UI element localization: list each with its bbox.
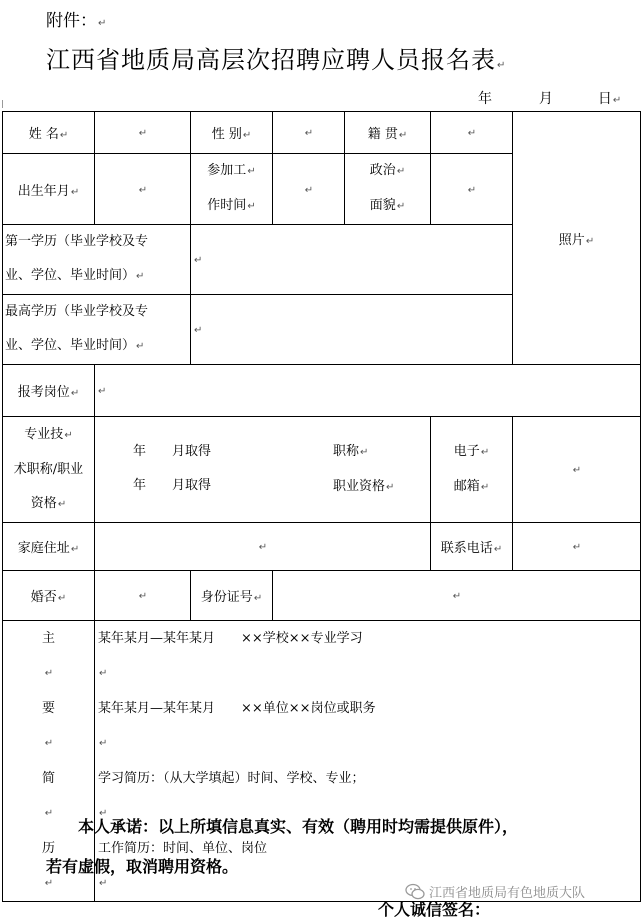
resume-label: 主 ↵ 要 ↵ 简 ↵ 历 ↵ — [3, 621, 95, 902]
address-field[interactable]: ↵ — [95, 523, 431, 571]
resume-line: 工作简历：时间、单位、岗位 ↵ — [98, 841, 268, 889]
email-label: 电子↵ 邮箱↵ — [431, 417, 513, 523]
birth-field[interactable]: ↵ — [95, 154, 191, 225]
pledge-line-2: 若有虚假，取消聘用资格。 — [46, 857, 239, 876]
signature-label: 个人诚信签名： — [378, 900, 491, 919]
political-label: 政治↵ 面貌↵ — [345, 154, 431, 225]
marital-field[interactable]: ↵ — [95, 571, 191, 621]
margin-mark — [2, 100, 3, 108]
resume-line: 某年某月—某年某月 ××学校××专业学习 ↵ — [98, 631, 363, 679]
first-education-label: 第一学历（毕业学校及专 业、学位、毕业时间）↵ — [3, 225, 191, 295]
marital-label: 婚否↵ — [3, 571, 95, 621]
watermark-text: 江西省地质局有色地质大队 — [429, 886, 586, 901]
highest-education-field[interactable]: ↵ — [191, 295, 513, 365]
phone-label: 联系电话↵ — [431, 523, 513, 571]
date-year: 年 — [478, 91, 492, 107]
attachment-label: 附件：↵ — [46, 11, 107, 31]
id-number-field[interactable]: ↵ — [273, 571, 641, 621]
professional-title-label: 专业技↵ 术职称/职业 资格↵ — [3, 417, 95, 523]
photo-area[interactable]: 照片↵ — [513, 112, 641, 365]
email-field[interactable]: ↵ — [513, 417, 641, 523]
name-field[interactable]: ↵ — [95, 112, 191, 154]
position-field[interactable]: ↵ — [95, 365, 641, 417]
id-number-label: 身份证号↵ — [191, 571, 273, 621]
qualification-name: 职业资格 — [333, 478, 386, 494]
resume-line: 某年某月—某年某月 ××单位××岗位或职务 ↵ — [98, 701, 376, 749]
first-education-field[interactable]: ↵ — [191, 225, 513, 295]
native-place-field[interactable]: ↵ — [431, 112, 513, 154]
name-label: 姓 名↵ — [3, 112, 95, 154]
pledge-line-1: 本人承诺：以上所填信息真实、有效（聘用时均需提供原件）， — [78, 817, 519, 836]
title-obtain-1: 年 月取得 — [133, 443, 212, 459]
work-start-field[interactable]: ↵ — [273, 154, 345, 225]
birth-label: 出生年月↵ — [3, 154, 95, 225]
title-obtain-2: 年 月取得 — [133, 477, 212, 493]
form-title: 江西省地质局高层次招聘应聘人员报名表↵ — [46, 46, 507, 74]
native-place-label: 籍 贯↵ — [345, 112, 431, 154]
gender-label: 性 别↵ — [191, 112, 273, 154]
position-label: 报考岗位↵ — [3, 365, 95, 417]
political-field[interactable]: ↵ — [431, 154, 513, 225]
professional-title-field[interactable]: 年 月取得 年 月取得 职称↵ 职业资格↵ — [95, 417, 431, 523]
gender-field[interactable]: ↵ — [273, 112, 345, 154]
resume-line: 学习简历：（从大学填起）时间、学校、专业； ↵ — [98, 771, 365, 819]
address-label: 家庭住址↵ — [3, 523, 95, 571]
date-day: 日 — [597, 91, 612, 107]
phone-field[interactable]: ↵ — [513, 523, 641, 571]
date-line: 年 月 日↵ — [478, 91, 622, 107]
title-name: 职称 — [333, 443, 360, 459]
application-form-table — [2, 111, 641, 902]
work-start-label: 参加工↵ 作时间↵ — [191, 154, 273, 225]
highest-education-label: 最高学历（毕业学校及专 业、学位、毕业时间）↵ — [3, 295, 191, 365]
date-month: 月 — [538, 91, 553, 107]
